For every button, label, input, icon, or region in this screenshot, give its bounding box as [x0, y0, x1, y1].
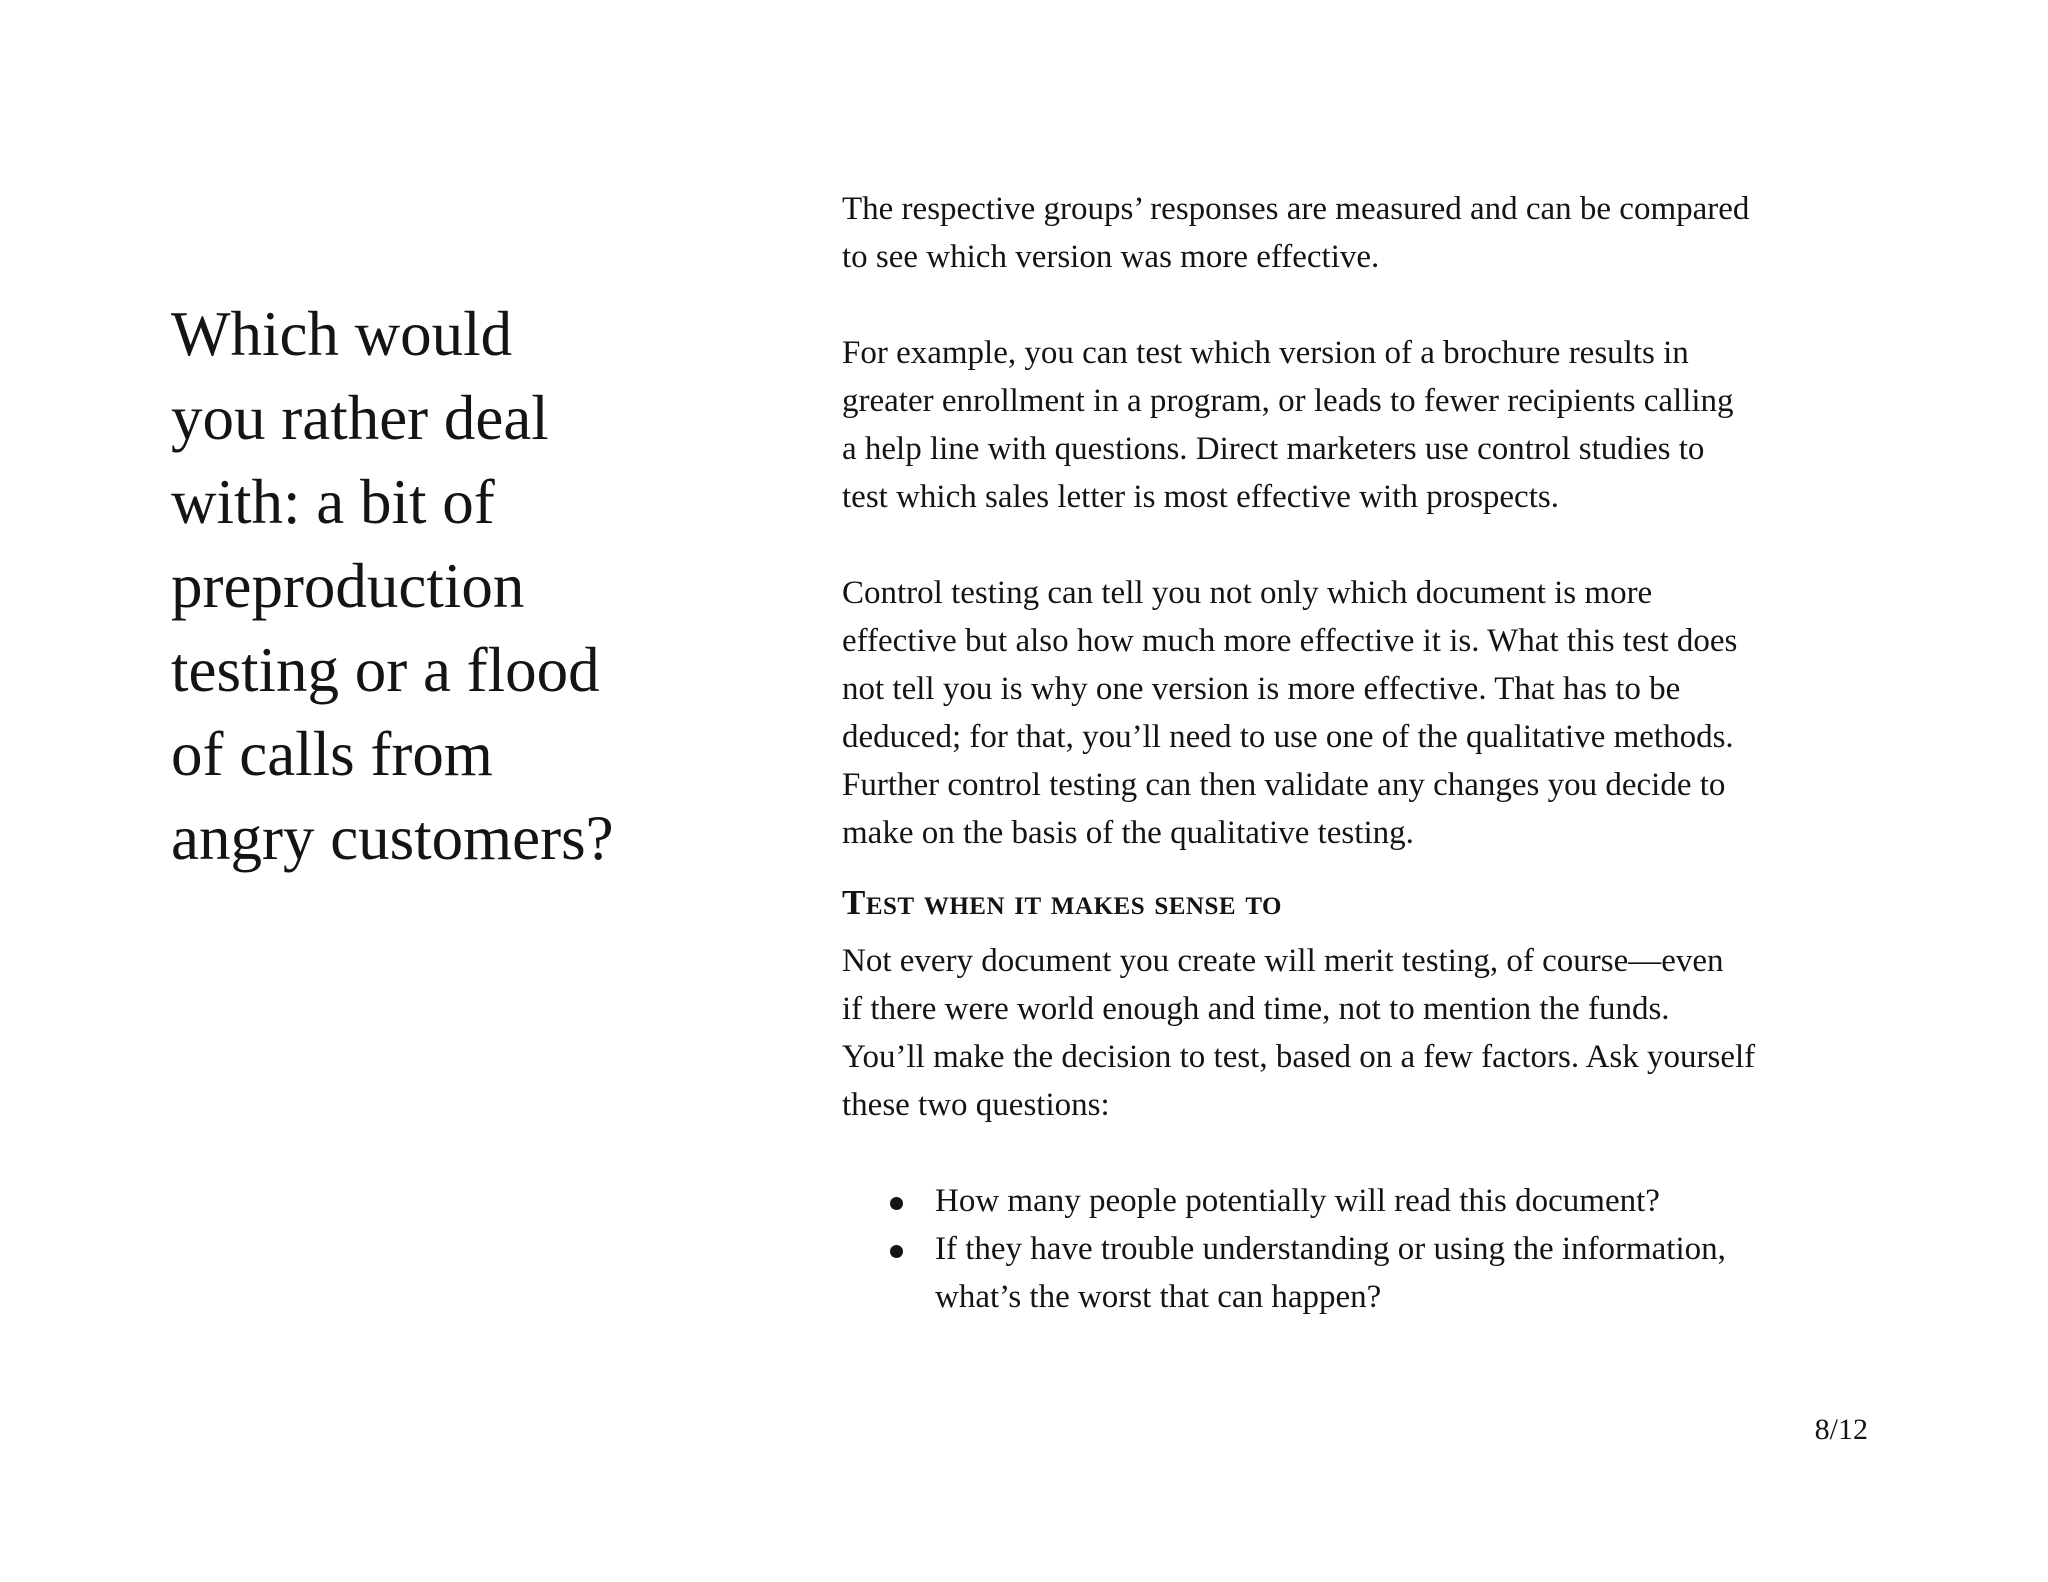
- list-item-text: How many people potentially will read this document?: [935, 1183, 1660, 1219]
- bullet-icon: [890, 1245, 903, 1258]
- paragraph-gap: [842, 1129, 1887, 1177]
- list-item: [842, 1225, 1887, 1321]
- body-paragraph: [842, 937, 1887, 1129]
- section-heading: Test when it makes sense to: [842, 883, 1282, 922]
- body-paragraph: [842, 185, 1887, 281]
- pull-quote-line: Which would: [171, 299, 513, 369]
- text-line: Further control testing can then validate any changes you decide to: [842, 767, 1726, 803]
- text-line: For example, you can test which version of a brochure results in: [842, 335, 1689, 371]
- pull-quote-line: testing or a flood: [171, 635, 600, 705]
- paragraph-gap: [842, 281, 1887, 329]
- pull-quote-line: preproduction: [171, 551, 525, 621]
- text-line: a help line with questions. Direct marketers use control studies to: [842, 431, 1705, 467]
- text-line: not tell you is why one version is more effective. That has to be: [842, 671, 1681, 707]
- text-line: deduced; for that, you’ll need to use one of the qualitative methods.: [842, 719, 1734, 755]
- list-item-text: what’s the worst that can happen?: [935, 1279, 1382, 1315]
- bullet-icon: [890, 1197, 903, 1210]
- list-item: [842, 1177, 1887, 1225]
- question-list: [842, 1177, 1887, 1321]
- text-line: greater enrollment in a program, or leads to fewer recipients calling: [842, 383, 1734, 419]
- list-item-text: If they have trouble understanding or using the information,: [935, 1231, 1726, 1267]
- pull-quote-line: with: a bit of: [171, 467, 495, 537]
- text-line: these two questions:: [842, 1087, 1110, 1123]
- paragraph-gap: [842, 521, 1887, 569]
- text-line: You’ll make the decision to test, based on a few factors. Ask yourself: [842, 1039, 1756, 1075]
- text-line: if there were world enough and time, not to mention the funds.: [842, 991, 1670, 1027]
- pull-quote-line: you rather deal: [171, 383, 549, 453]
- text-line: Not every document you create will merit testing, of course—even: [842, 943, 1724, 979]
- text-line: test which sales letter is most effective with prospects.: [842, 479, 1559, 515]
- pull-quote: [171, 292, 691, 880]
- page-number: 8/12: [1814, 1413, 1868, 1446]
- body-column: [842, 185, 1887, 1321]
- text-line: effective but also how much more effective it is. What this test does: [842, 623, 1738, 659]
- body-paragraph: [842, 569, 1887, 857]
- pull-quote-line: of calls from: [171, 719, 493, 789]
- text-line: make on the basis of the qualitative testing.: [842, 815, 1414, 851]
- text-line: Control testing can tell you not only which document is more: [842, 575, 1653, 611]
- pull-quote-line: angry customers?: [171, 803, 614, 873]
- body-paragraph: [842, 329, 1887, 521]
- text-line: The respective groups’ responses are measured and can be compared: [842, 191, 1750, 227]
- text-line: to see which version was more effective.: [842, 239, 1380, 275]
